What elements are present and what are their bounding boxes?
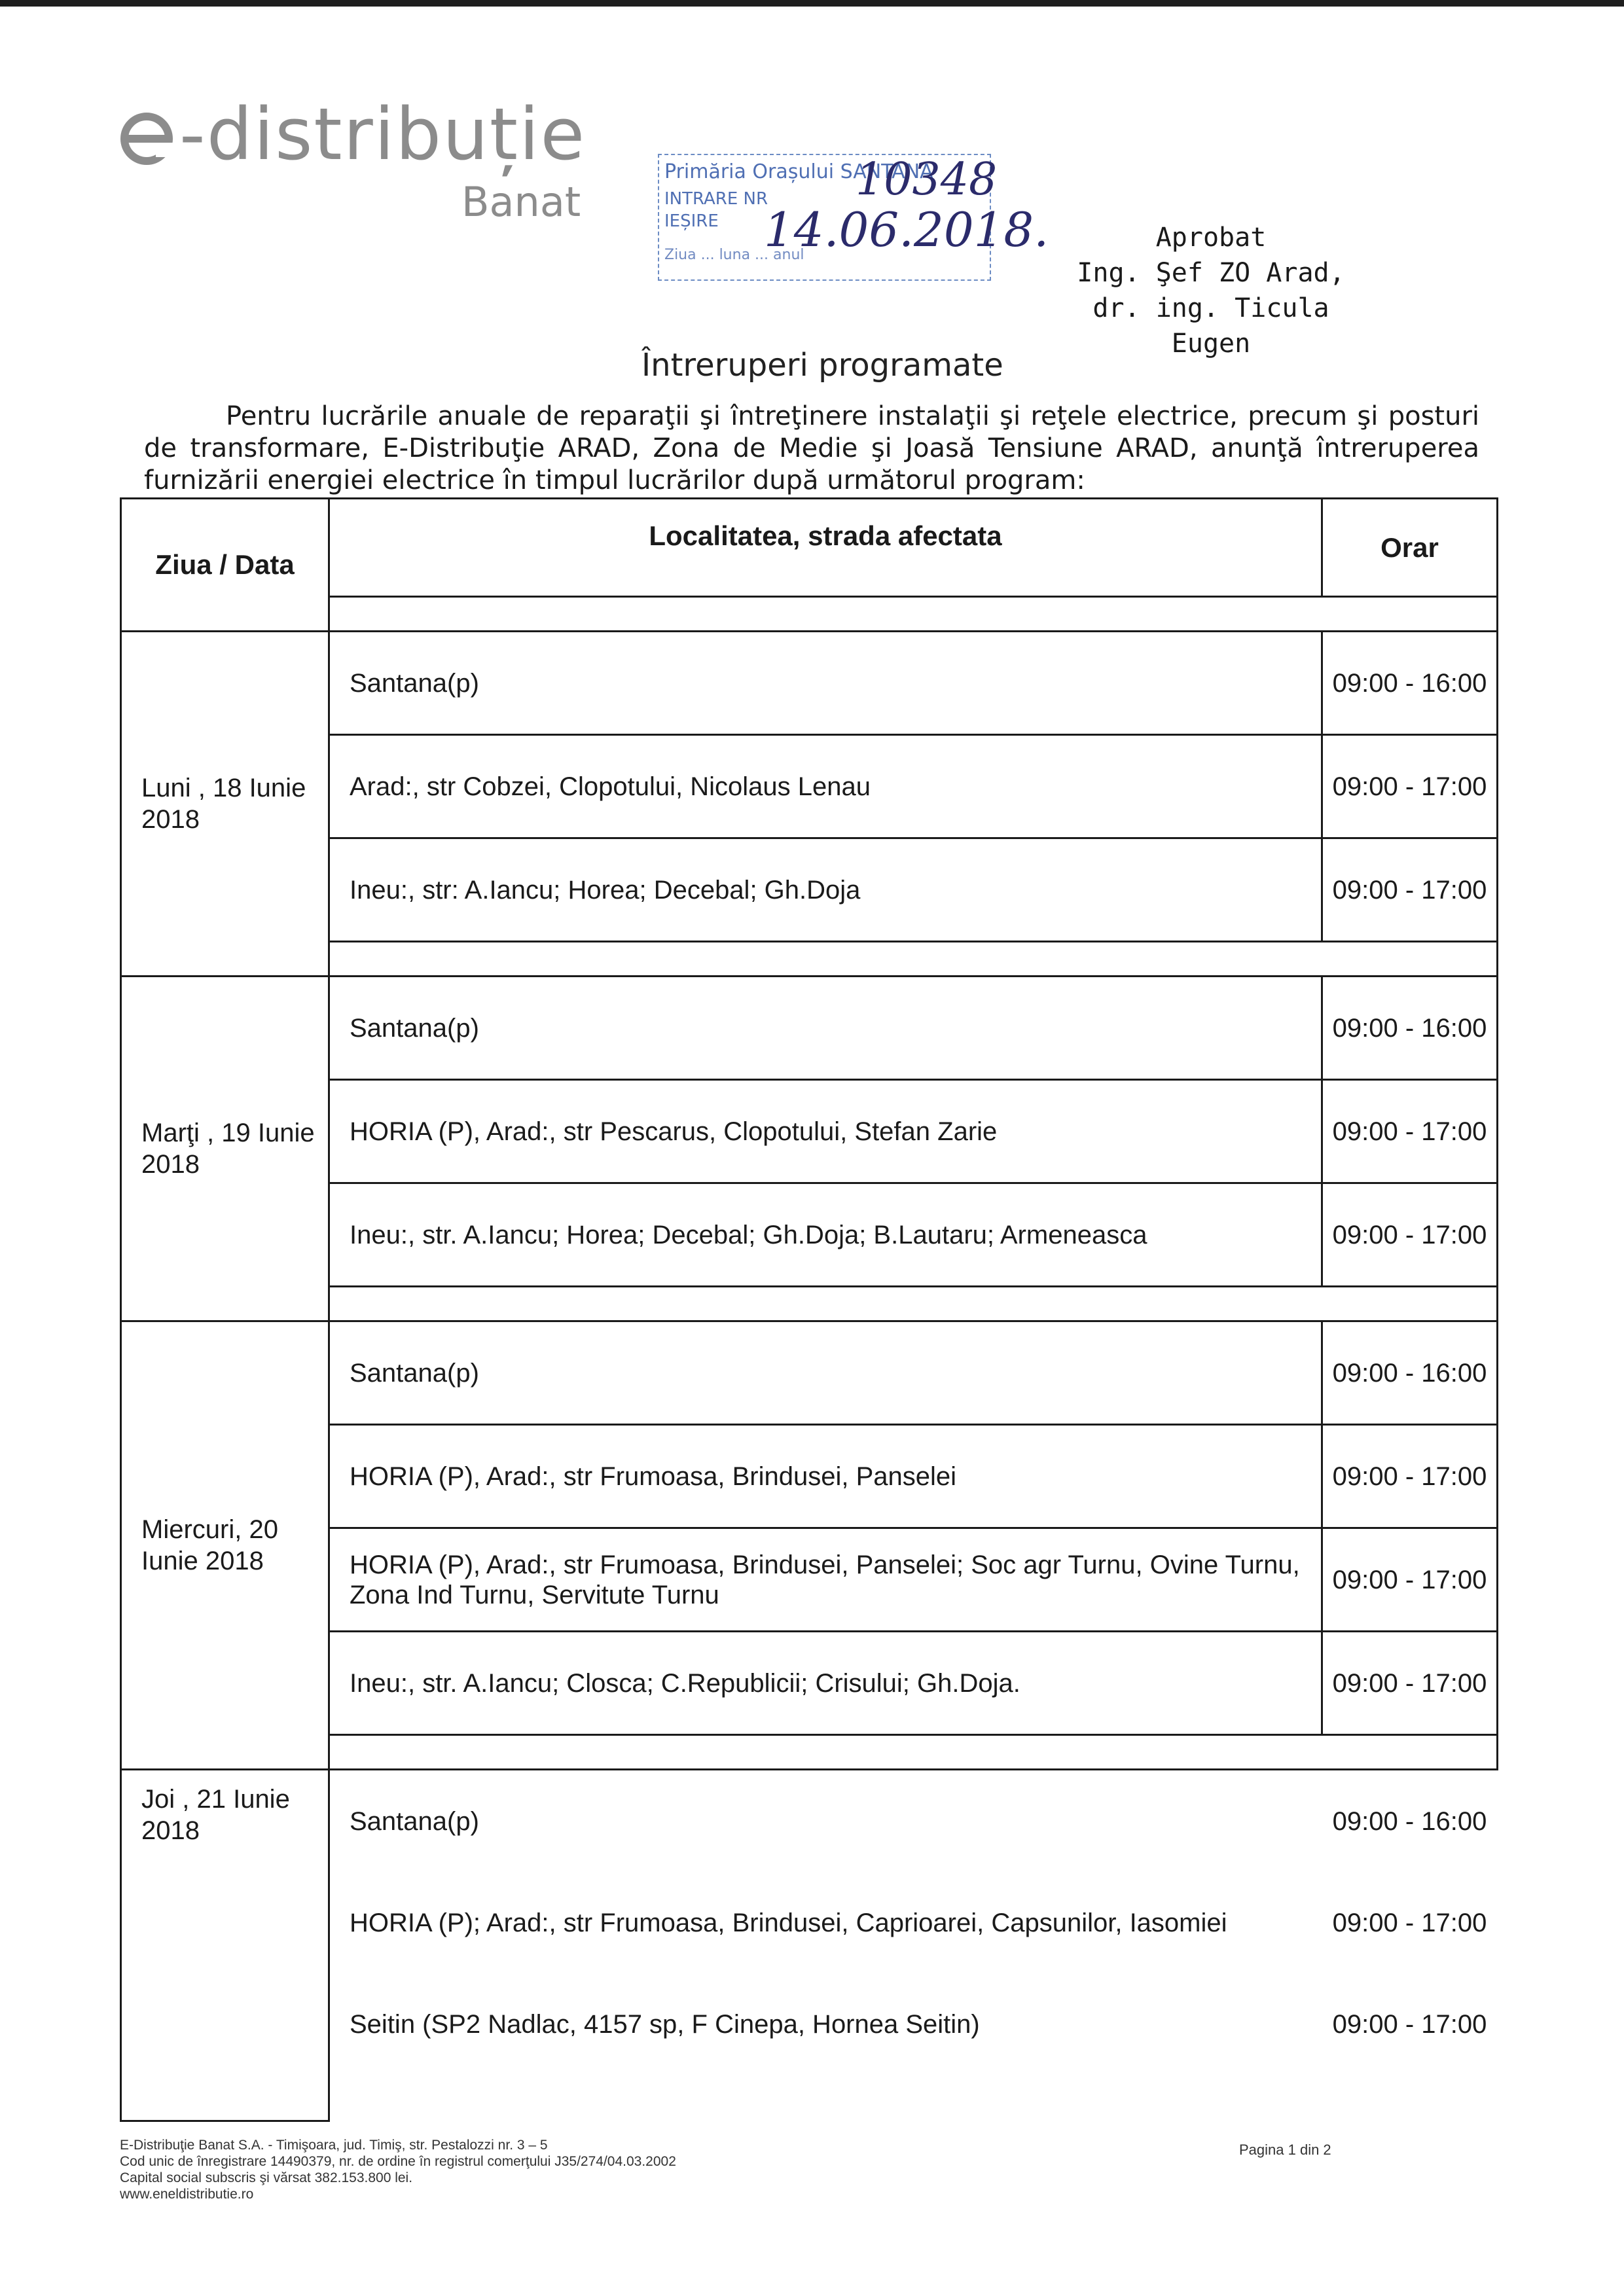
stamp-date: 14.06.2018. <box>764 202 1049 257</box>
approval-line1: Aprobat <box>1155 223 1267 253</box>
footer-line3: Capital social subscris şi vărsat 382.153.800 lei. <box>120 2170 413 2185</box>
hours-cell: 09:00 - 16:00 <box>1322 977 1498 1080</box>
footer-line4: www.eneldistributie.ro <box>120 2187 254 2202</box>
logo-subtitle: Banat <box>461 178 581 226</box>
stamp-date-label: Ziua ... luna ... anul <box>664 247 804 263</box>
day-cell: Joi , 21 Iunie 2018 <box>121 1770 329 2121</box>
intro-text: Pentru lucrările anuale de reparaţii şi întreţinere instalaţii şi reţele electrice, precum şi posturi de transformare, E-Distribuţie ARAD, Zona de Medie şi Joasă Tensiune ARAD, anunţă întreruperea furnizării energiei electrice în timpul lucrărilor după următorul program: <box>144 401 1479 495</box>
header-hours: Orar <box>1322 499 1498 597</box>
schedule-row <box>121 977 1498 1080</box>
registration-stamp <box>658 154 1049 281</box>
company-logo <box>118 92 586 226</box>
hours-cell: 09:00 - 16:00 <box>1332 1806 1487 1836</box>
location-cell: Santana(p) <box>350 1806 479 1836</box>
footer-company-info <box>120 2137 676 2202</box>
approval-line3: dr. ing. Ticula Eugen <box>1092 293 1329 359</box>
hours-cell: 09:00 - 17:00 <box>1332 2009 1487 2039</box>
day-cell: Luni , 18 Iunie 2018 <box>121 632 329 977</box>
hours-cell: 09:00 - 17:00 <box>1322 1528 1498 1632</box>
e-logo-icon <box>118 105 175 163</box>
footer-line2: Cod unic de înregistrare 14490379, nr. de ordine în registrul comerţului J35/274/04.03.2002 <box>120 2154 676 2169</box>
day-cell: Miercuri, 20 Iunie 2018 <box>121 1321 329 1770</box>
location-cell: HORIA (P), Arad:, str Frumoasa, Brindusei, Panselei; Soc agr Turnu, Ovine Turnu, Zona Ind Turnu, Servitute Turnu <box>329 1528 1322 1632</box>
hours-cell: 09:00 - 16:00 <box>1322 632 1498 735</box>
document-title: Întreruperi programate <box>641 347 1003 384</box>
location-cell: HORIA (P), Arad:, str Frumoasa, Brindusei, Panselei <box>329 1425 1322 1528</box>
schedule-table <box>120 497 1498 2122</box>
approval-block <box>1047 220 1375 361</box>
day-cell: Marţi , 19 Iunie 2018 <box>121 977 329 1321</box>
hours-cell: 09:00 - 17:00 <box>1322 1080 1498 1183</box>
schedule-row <box>121 1321 1498 1425</box>
location-cell: Santana(p) <box>329 632 1322 735</box>
page-number: Pagina 1 din 2 <box>1239 2142 1331 2158</box>
hours-cell: 09:00 - 17:00 <box>1322 735 1498 838</box>
approval-line2: Ing. Şef ZO Arad, <box>1077 258 1345 288</box>
intro-paragraph <box>144 401 1479 497</box>
schedule-row <box>121 632 1498 735</box>
header-day: Ziua / Data <box>121 499 329 632</box>
location-cell: HORIA (P); Arad:, str Frumoasa, Brindusei, Caprioarei, Capsunilor, Iasomiei <box>350 1908 1227 1937</box>
stamp-institution: Primăria Orașului SANTANA <box>664 160 933 183</box>
hours-cell: 09:00 - 17:00 <box>1322 838 1498 942</box>
location-cell: Arad:, str Cobzei, Clopotului, Nicolaus Lenau <box>329 735 1322 838</box>
location-cell: Ineu:, str: A.Iancu; Horea; Decebal; Gh.Doja <box>329 838 1322 942</box>
location-cell: Santana(p) <box>329 1321 1322 1425</box>
hours-cell: 09:00 - 17:00 <box>1322 1425 1498 1528</box>
hours-cell: 09:00 - 17:00 <box>1322 1183 1498 1287</box>
hours-cell: 09:00 - 17:00 <box>1332 1908 1487 1937</box>
stamp-intrare: INTRARE NR <box>664 189 768 209</box>
hours-cell: 09:00 - 16:00 <box>1322 1321 1498 1425</box>
scan-edge <box>0 0 1624 7</box>
table-header-row <box>121 499 1498 597</box>
location-cell: Seitin (SP2 Nadlac, 4157 sp, F Cinepa, Hornea Seitin) <box>350 2009 980 2039</box>
schedule-row <box>121 1770 1498 1873</box>
stamp-number: 10348 <box>856 154 998 206</box>
location-cell: Ineu:, str. A.Iancu; Closca; C.Republicii; Crisului; Gh.Doja. <box>329 1632 1322 1735</box>
location-cell: Ineu:, str. A.Iancu; Horea; Decebal; Gh.Doja; B.Lautaru; Armeneasca <box>329 1183 1322 1287</box>
footer-line1: E-Distribuţie Banat S.A. - Timişoara, jud. Timiş, str. Pestalozzi nr. 3 – 5 <box>120 2138 548 2153</box>
location-cell: Santana(p) <box>329 977 1322 1080</box>
logo-text: -distribuție <box>179 92 586 176</box>
hours-cell: 09:00 - 17:00 <box>1322 1632 1498 1735</box>
stamp-iesire: IEȘIRE <box>664 211 719 231</box>
header-location: Localitatea, strada afectata <box>329 499 1322 597</box>
location-cell: HORIA (P), Arad:, str Pescarus, Clopotului, Stefan Zarie <box>329 1080 1322 1183</box>
